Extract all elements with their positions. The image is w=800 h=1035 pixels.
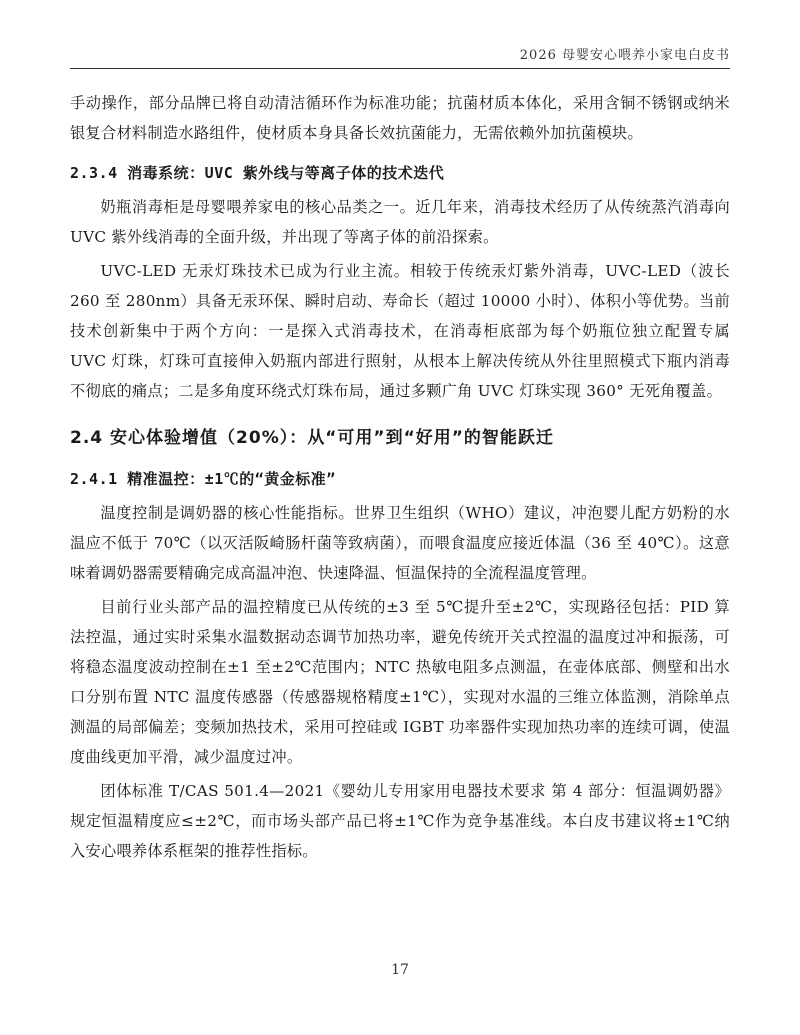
heading-2-3-4: 2.3.4 消毒系统：UVC 紫外线与等离子体的技术迭代 — [70, 164, 445, 182]
paragraph-temperature-precision: 目前行业头部产品的温控精度已从传统的±3 至 5℃提升至±2℃，实现路径包括：PID 算法控温，通过实时采集水温数据动态调节加热功率，避免传统开关式控温的温度过冲和振荡，可将稳态温度波动控制在±1 至±2℃范围内；NTC 热敏电阻多点测温，在壶体底部、侧壁和出水口分别布置 NTC 温度传感器（传感器规格精度±1℃），实现对水温的三维立体监测，消除单点测温的局部偏差；变频加热技术，采用可控硅或 IGBT 功率器件实现加热功率的连续可调，使温度曲线更加平滑，减少温度过冲。 — [70, 598, 730, 766]
page-content — [70, 88, 730, 870]
paragraph-temperature-intro: 温度控制是调奶器的核心性能指标。世界卫生组织（WHO）建议，冲泡婴儿配方奶粉的水温应不低于 70℃（以灭活阪崎肠杆菌等致病菌），而喂食温度应接近体温（36 至 40℃）。这意味着调奶器需要精确完成高温冲泡、快速降温、恒温保持的全流程温度管理。 — [70, 504, 730, 582]
header-title: 2026 母婴安心喂养小家电白皮书 — [519, 48, 730, 63]
page-number: 17 — [391, 962, 409, 978]
page-header — [70, 38, 730, 69]
paragraph-continued: 手动操作，部分品牌已将自动清洁循环作为标准功能；抗菌材质本体化，采用含铜不锈钢或纳米银复合材料制造水路组件，使材质本身具备长效抗菌能力，无需依赖外加抗菌模块。 — [70, 94, 730, 142]
paragraph-standard: 团体标准 T/CAS 501.4—2021《婴幼儿专用家用电器技术要求 第 4 部分：恒温调奶器》规定恒温精度应≤±2℃，而市场头部产品已将±1℃作为竞争基准线。本白皮书建议将±1℃纳入安心喂养体系框架的推荐性指标。 — [70, 782, 730, 860]
heading-2-4-1: 2.4.1 精准温控：±1℃的“黄金标准” — [70, 470, 336, 488]
heading-2-4: 2.4 安心体验增值（20%）：从“可用”到“好用”的智能跃迁 — [70, 428, 554, 448]
paragraph-uvc-led: UVC-LED 无汞灯珠技术已成为行业主流。相较于传统汞灯紫外消毒，UVC-LED（波长 260 至 280nm）具备无汞环保、瞬时启动、寿命长（超过 10000 小时）、体积小等优势。当前技术创新集中于两个方向：一是探入式消毒技术，在消毒柜底部为每个奶瓶位独立配置专属 UVC 灯珠，灯珠可直接伸入奶瓶内部进行照射，从根本上解决传统从外往里照模式下瓶内消毒不彻底的痛点；二是多角度环绕式灯珠布局，通过多颗广角 UVC 灯珠实现 360° 无死角覆盖。 — [70, 262, 730, 400]
paragraph-disinfection-intro: 奶瓶消毒柜是母婴喂养家电的核心品类之一。近几年来，消毒技术经历了从传统蒸汽消毒向 UVC 紫外线消毒的全面升级，并出现了等离子体的前沿探索。 — [70, 198, 730, 246]
